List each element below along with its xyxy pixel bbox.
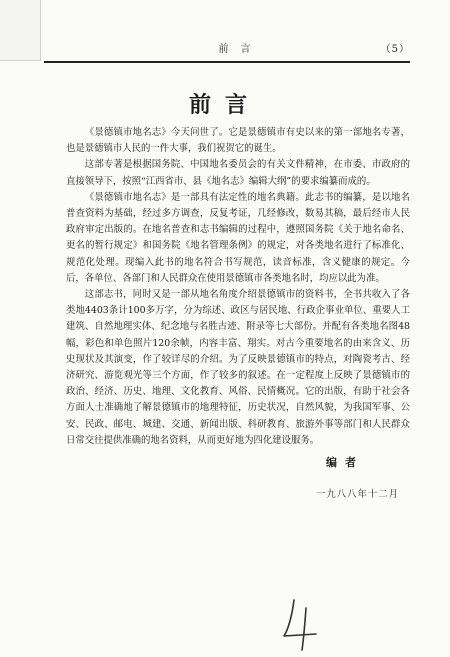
signature-date: 一九八八年十二月 [316, 489, 400, 500]
page-title: 前言 [188, 92, 261, 118]
header-title: 前 言 [218, 44, 252, 55]
header-page-number: （5） [380, 44, 410, 55]
paragraph-4: 这部志书，同时又是一部从地名角度介绍景德镇市的资料书，全书共收入了各类地4403条计100多万字，分为综述、政区与居民地、行政企事业单位、重要人工建筑、自然地理实体、纪念地与名胜古迹、附录等七大部份。并配有各类地名图48幅，彩色和单色照片120余帧，内容丰富、翔实。对古今重要地名的由来含义、历史现状及其演变，作了较详尽的介绍。为了反映景德镇市的特点，对陶瓷考古、经济研究、游览观光等三个方面，作了较多的叙述。在一定程度上反映了景德镇市的政治、经济、历史、地理、文化教育、风俗、民情概况。它的出版，有助于社会各方面人士准确地了解景德镇市的地理特征，历史状况，自然风貌，为我国军事、公安、民政、邮电、城建、交通、新闻出版、科研教育、旅游外事等部门和人民群众日常交往提供准确的地名资料，从而更好地为四化建设服务。 [66, 289, 410, 446]
paragraph-1: 《景德镇市地名志》今天问世了。它是景德镇市有史以来的第一部地名专著，也是景德镇市人民的一件大事，我们祝贺它的诞生。 [66, 127, 410, 155]
running-header [60, 40, 410, 58]
signature-editor: 编者 [326, 456, 364, 469]
paragraph-3: 《景德镇市地名志》是一部具有法定性的地名典籍。此志书的编纂，是以地名普查资料为基础，经过多方调查，反复考证，几经修改，数易其稿，最后经市人民政府审定出版的。在地名普查和志书编辑的过程中，遵照国务院《关于地名命名、更名的暂行规定》和国务院《地名管理条例》的规定，对各类地名进行了标准化、规范化处理。现编入此书的地名符合书写规范，读音标准，含义健康的规定。今后，各单位、各部门和人民群众在使用景德镇市各类地名时，均应以此为准。 [66, 191, 410, 284]
handwritten-four-mark [280, 596, 324, 652]
header-rule [44, 61, 410, 63]
scan-corner-mark [0, 0, 41, 61]
paragraph-2: 这部专著是根据国务院、中国地名委员会的有关文件精神，在市委、市政府的直接领导下，按照“江西省市、县《地名志》编辑大纲”的要求编纂而成的。 [66, 159, 410, 187]
body-text [66, 125, 410, 449]
